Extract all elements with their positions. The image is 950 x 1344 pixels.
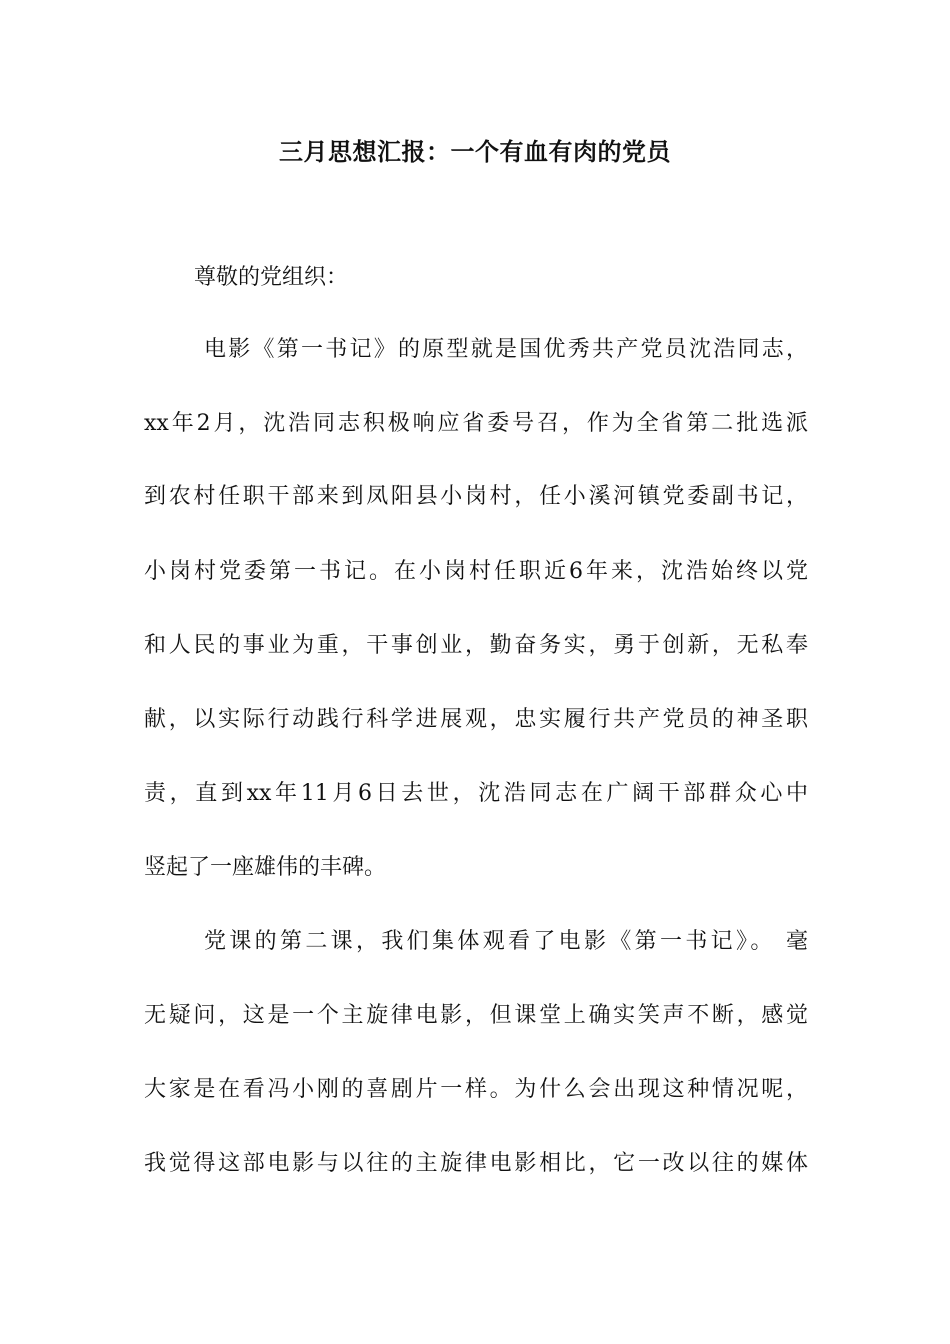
text-line: 无疑问，这是一个主旋律电影，但课堂上确实笑声不断，感觉 bbox=[144, 1003, 808, 1028]
document-title: 三月思想汇报：一个有血有肉的党员 bbox=[279, 137, 671, 166]
text-line: 到农村任职干部来到凤阳县小岗村，任小溪河镇党委副书记， bbox=[144, 484, 808, 509]
text-line: 责，直到xx年11月6日去世，沈浩同志在广阔干部群众心中 bbox=[144, 781, 808, 806]
text-line: 我觉得这部电影与以往的主旋律电影相比，它一改以往的媒体 bbox=[144, 1151, 808, 1176]
text-line: 竖起了一座雄伟的丰碑。 bbox=[144, 855, 387, 880]
text-line: 和人民的事业为重，干事创业，勤奋务实，勇于创新，无私奉 bbox=[144, 633, 808, 658]
text-line: 小岗村党委第一书记。在小岗村任职近6年来，沈浩始终以党 bbox=[144, 559, 808, 584]
salutation: 尊敬的党组织： bbox=[194, 265, 349, 290]
text-line: 电影《第一书记》的原型就是国优秀共产党员沈浩同志， bbox=[204, 337, 808, 362]
text-line: 献，以实际行动践行科学进展观，忠实履行共产党员的神圣职 bbox=[144, 707, 808, 732]
text-line: 大家是在看冯小刚的喜剧片一样。为什么会出现这种情况呢， bbox=[144, 1077, 808, 1102]
text-line: xx年2月，沈浩同志积极响应省委号召，作为全省第二批选派 bbox=[144, 411, 808, 436]
text-line: 党课的第二课，我们集体观看了电影《第一书记》。 毫 bbox=[204, 929, 808, 954]
